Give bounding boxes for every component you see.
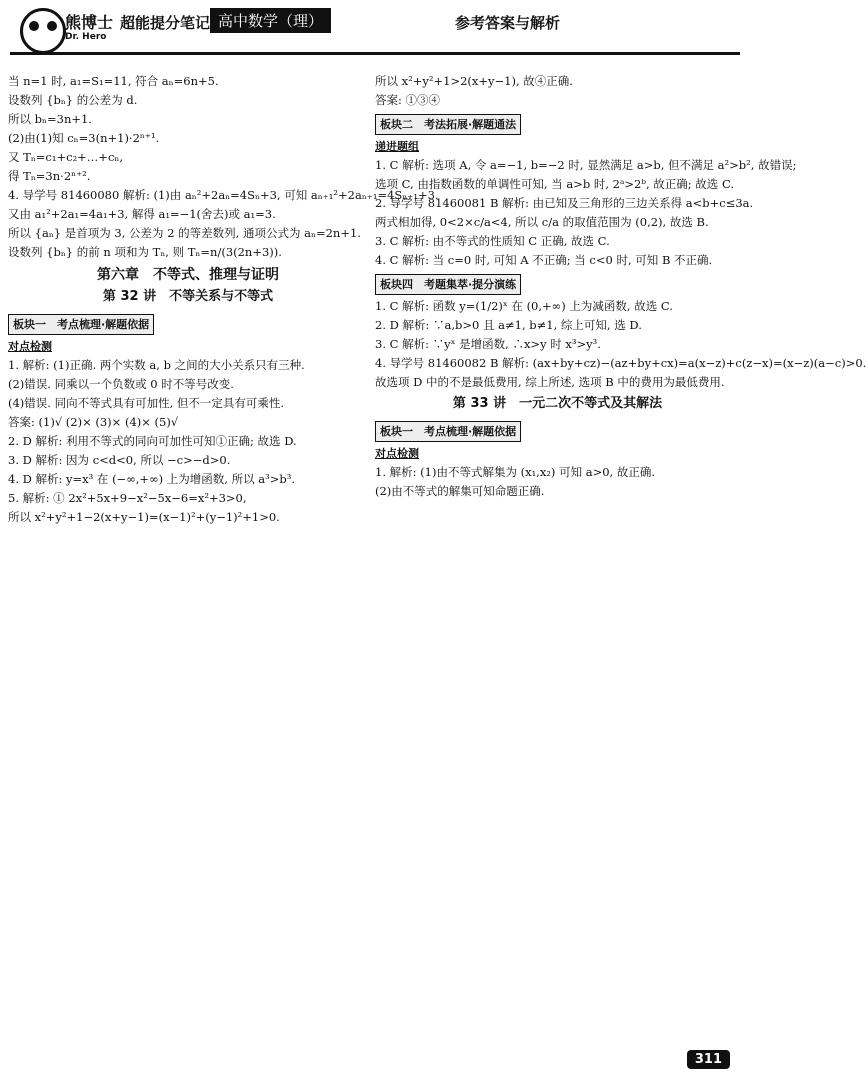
text-line: 设数列 {bₙ} 的前 n 项和为 Tₙ, 则 Tₙ=n/(3(2n+3)). [8,245,282,259]
page-number: 311 [687,1050,730,1069]
lecture-title: 第 32 讲 不等关系与不等式 [102,289,274,304]
text-line: (2)由(1)知 cₙ=3(n+1)·2ⁿ⁺¹. [8,131,160,145]
text-line: 1. C 解析: 选项 A, 令 a=−1, b=−2 时, 显然满足 a>b, 但不满足 a²>b², 故错误; [375,158,797,172]
text-line: 3. C 解析: 由不等式的性质知 C 正确, 故选 C. [375,234,610,248]
section-title: 参考答案与解析 [455,14,561,32]
panda-logo-icon [20,8,66,54]
text-line: 5. 解析: ① 2x²+5x+9−x²−5x−6=x²+3>0, [8,491,247,505]
text-line: 故选项 D 中的不是最低费用, 综上所述, 选项 B 中的费用为最低费用. [375,375,725,389]
right-column [375,72,866,501]
lecture-title: 第 33 讲 一元二次不等式及其解法 [452,396,663,411]
subsection-heading: 对点检测 [8,340,52,353]
block-heading: 板块一 考点梳理·解题依据 [375,421,521,442]
text-line: 又 Tₙ=c₁+c₂+…+cₙ, [8,150,124,164]
subsection-heading: 对点检测 [375,447,419,460]
text-line: 选项 C, 由指数函数的单调性可知, 当 a>b 时, 2ᵃ>2ᵇ, 故正确; 故选 C. [375,177,734,191]
text-line: 1. C 解析: 函数 y=(1/2)ˣ 在 (0,+∞) 上为减函数, 故选 C. [375,299,673,313]
text-line: 2. 导学号 81460081 B 解析: 由已知及三角形的三边关系得 a<b+c≤3a. [375,196,754,210]
text-line: 设数列 {bₙ} 的公差为 d. [8,93,138,107]
text-line: 当 n=1 时, a₁=S₁=11, 符合 aₙ=6n+5. [8,74,219,88]
block-heading: 板块一 考点梳理·解题依据 [8,314,154,335]
text-line: 答案: (1)√ (2)× (3)× (4)× (5)√ [8,415,179,429]
text-line: 答案: ①③④ [375,93,441,107]
text-line: 4. C 解析: 当 c=0 时, 可知 A 不正确; 当 c<0 时, 可知 B 不正确. [375,253,713,267]
text-line: 两式相加得, 0<2×c/a<4, 所以 c/a 的取值范围为 (0,2), 故选 B. [375,215,709,229]
page-header [10,8,740,60]
series-title: 超能提分笔记 [120,14,211,32]
text-line: (2)错误. 同乘以一个负数或 0 时不等号改变. [8,377,234,391]
text-line: 得 Tₙ=3n·2ⁿ⁺². [8,169,91,183]
text-line: 所以 bₙ=3n+1. [8,112,92,126]
text-line: 所以 {aₙ} 是首项为 3, 公差为 2 的等差数列, 通项公式为 aₙ=2n+1. [8,226,361,240]
block-heading: 板块四 考题集萃·提分演练 [375,274,521,295]
text-line: (2)由不等式的解集可知命题正确. [375,484,545,498]
text-line: 2. D 解析: ∵a,b>0 且 a≠1, b≠1, 综上可知, 选 D. [375,318,642,332]
brand-name: 熊博士 [65,13,114,32]
subsection-heading: 递进题组 [375,140,419,153]
text-line: 又由 a₁²+2a₁=4a₁+3, 解得 a₁=−1(舍去)或 a₁=3. [8,207,276,221]
subject-label: 高中数学（理） [210,8,331,33]
text-line: 4. 导学号 81460082 B 解析: (ax+by+cz)−(az+by+cx)=a(x−z)+c(z−x)=(x−z)(a−c)>0. [375,356,866,370]
text-line: 3. D 解析: 因为 c<d<0, 所以 −c>−d>0. [8,453,231,467]
text-line: 2. D 解析: 利用不等式的同向可加性可知①正确; 故选 D. [8,434,297,448]
text-line: 4. 导学号 81460080 解析: (1)由 aₙ²+2aₙ=4Sₙ+3, 可知 aₙ₊₁²+2aₙ₊₁=4Sₙ₊₁+3. [8,188,439,202]
text-line: 所以 x²+y²+1>2(x+y−1), 故④正确. [375,74,573,88]
block-heading: 板块二 考法拓展·解题通法 [375,114,521,135]
text-line: 1. 解析: (1)由不等式解集为 (x₁,x₂) 可知 a>0, 故正确. [375,465,656,479]
text-line: 所以 x²+y²+1−2(x+y−1)=(x−1)²+(y−1)²+1>0. [8,510,280,524]
text-line: 1. 解析: (1)正确. 两个实数 a, b 之间的大小关系只有三种. [8,358,305,372]
text-line: 3. C 解析: ∵yˣ 是增函数, ∴x>y 时 x³>y³. [375,337,601,351]
text-line: (4)错误. 同向不等式具有可加性, 但不一定具有可乘性. [8,396,285,410]
brand-english: Dr. Hero [65,32,107,42]
chapter-title: 第六章 不等式、推理与证明 [97,267,279,283]
header-divider [10,52,740,55]
text-line: 4. D 解析: y=x³ 在 (−∞,+∞) 上为增函数, 所以 a³>b³. [8,472,295,486]
